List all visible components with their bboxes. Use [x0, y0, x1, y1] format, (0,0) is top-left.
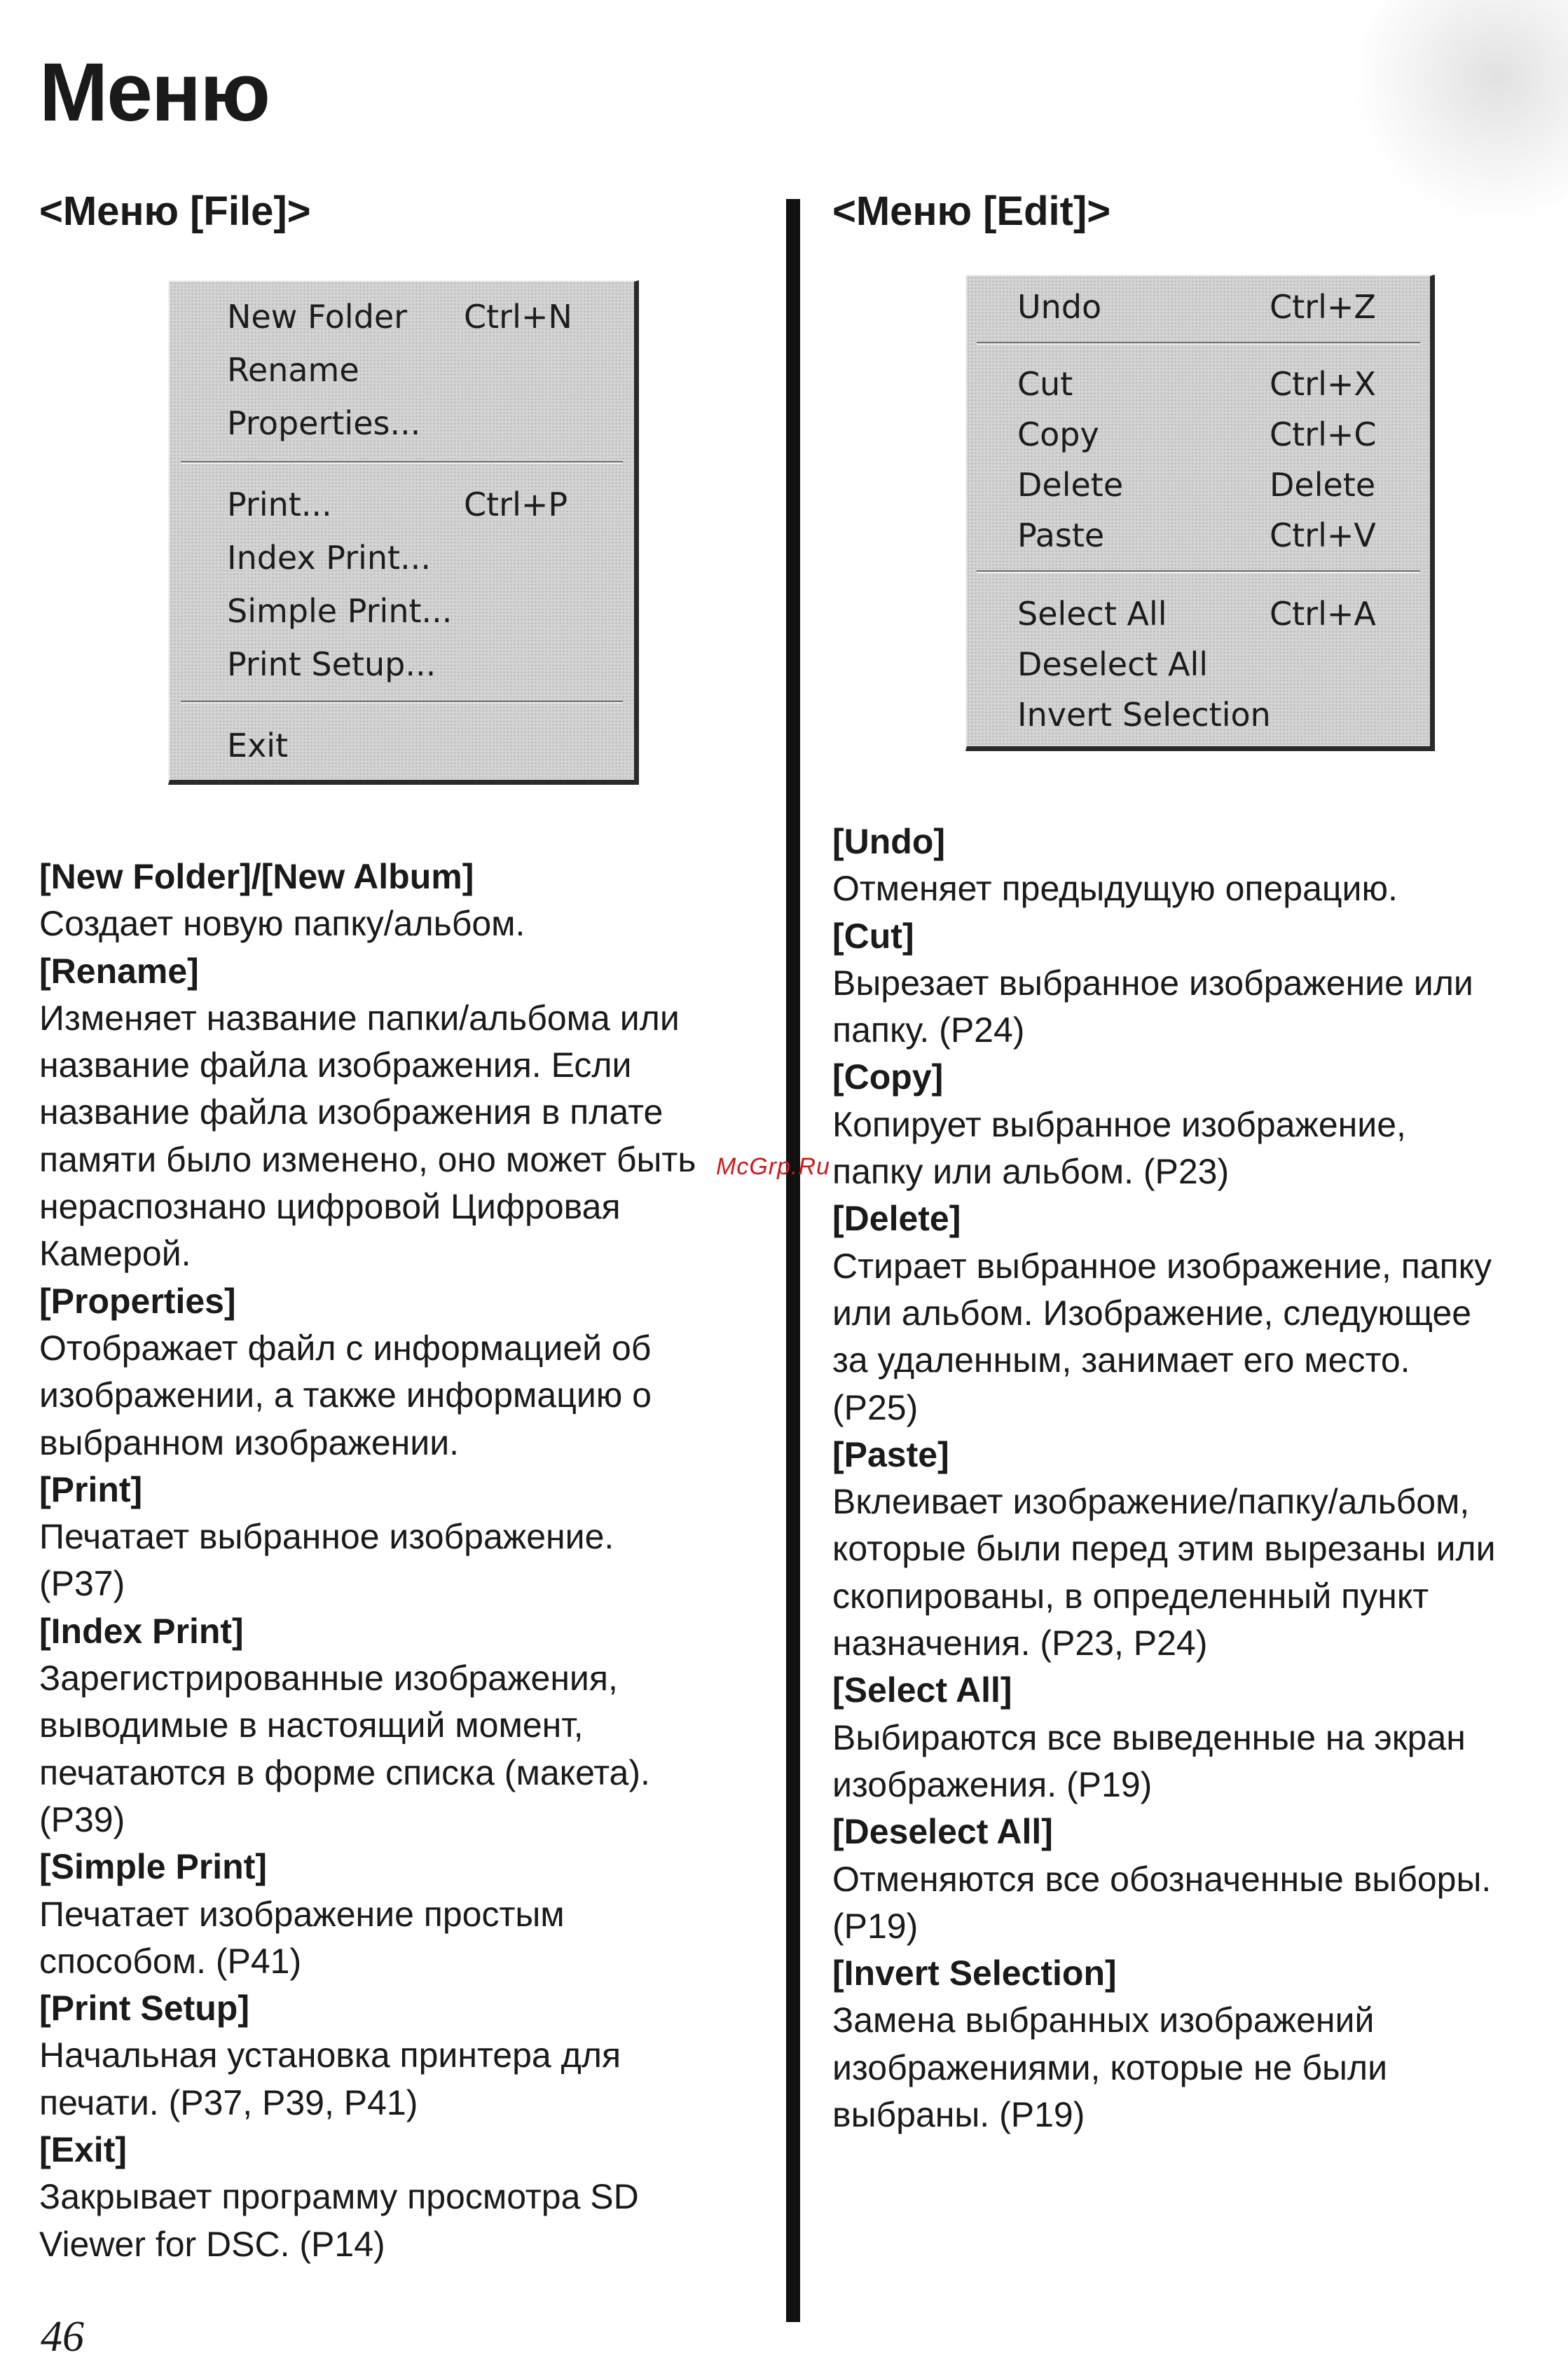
file-menu-descriptions	[39, 853, 768, 2268]
desc-line: Отображает файл с информацией об	[39, 1328, 652, 1368]
term-paste: [Paste]	[832, 1434, 949, 1474]
menu-item-index-print[interactable]: Index Print...	[227, 539, 431, 577]
page-title: Меню	[39, 46, 269, 139]
term-index-print: [Index Print]	[39, 1611, 244, 1651]
term-new-folder: [New Folder]/[New Album]	[39, 857, 474, 896]
desc-line: (P37)	[39, 1564, 125, 1604]
edit-menu-screenshot	[965, 275, 1435, 751]
desc-line: Отменяются все обозначенные выборы.	[832, 1859, 1492, 1899]
menu-item-rename[interactable]: Rename	[227, 351, 359, 389]
menu-item-print[interactable]: Print... Ctrl+P	[227, 486, 568, 523]
menu-separator	[181, 461, 623, 464]
desc-line: Замена выбранных изображений	[832, 2000, 1375, 2040]
term-exit: [Exit]	[39, 2130, 127, 2170]
menu-item-properties[interactable]: Properties...	[227, 404, 421, 442]
term-cut: [Cut]	[832, 916, 914, 956]
menu-item-exit[interactable]: Exit	[227, 727, 289, 764]
desc-line: Изменяет название папки/альбома или	[39, 998, 680, 1038]
menu-item-cut[interactable]: Cut Ctrl+X	[1017, 365, 1376, 403]
desc-line: (P25)	[832, 1387, 919, 1427]
desc-line: папку. (P24)	[832, 1010, 1025, 1050]
desc-line: выбранном изображении.	[39, 1422, 460, 1462]
desc-line: Создает новую папку/альбом.	[39, 904, 525, 944]
term-simple-print: [Simple Print]	[39, 1847, 268, 1887]
desc-line: изображениями, которые не были	[832, 2047, 1388, 2087]
desc-line: или альбом. Изображение, следующее	[832, 1293, 1472, 1333]
term-copy: [Copy]	[832, 1057, 944, 1097]
file-menu-screenshot	[168, 280, 639, 785]
menu-separator	[977, 570, 1420, 573]
page-number: 46	[41, 2313, 84, 2361]
menu-item-select-all[interactable]: Select All Ctrl+A	[1017, 595, 1376, 633]
desc-line: Печатает выбранное изображение.	[39, 1517, 614, 1557]
desc-line: изображении, а также информацию о	[39, 1375, 652, 1415]
desc-line: название файла изображения. Если	[39, 1045, 632, 1085]
desc-line: изображения. (P19)	[832, 1764, 1153, 1804]
term-select-all: [Select All]	[832, 1670, 1012, 1710]
corner-smudge	[1351, 0, 1568, 224]
desc-line: Отменяет предыдущую операцию.	[832, 869, 1398, 909]
menu-item-print-setup[interactable]: Print Setup...	[227, 645, 436, 683]
menu-separator	[181, 701, 623, 703]
desc-line: нераспознано цифровой Цифровая	[39, 1187, 621, 1227]
menu-separator	[977, 342, 1420, 345]
menu-item-invert-selection[interactable]: Invert Selection	[1017, 696, 1271, 734]
edit-menu-heading: <Меню [Edit]>	[832, 188, 1111, 234]
term-invert-selection: [Invert Selection]	[832, 1954, 1117, 1993]
desc-line: (P39)	[39, 1799, 125, 1839]
term-rename: [Rename]	[39, 951, 199, 991]
desc-line: выводимые в настоящий момент,	[39, 1705, 584, 1745]
desc-line: папку или альбом. (P23)	[832, 1152, 1230, 1192]
term-print: [Print]	[39, 1469, 143, 1509]
desc-line: Начальная установка принтера для	[39, 2035, 621, 2075]
desc-line: Копирует выбранное изображение,	[832, 1104, 1406, 1144]
desc-line: Стирает выбранное изображение, папку	[832, 1246, 1492, 1286]
desc-line: способом. (P41)	[39, 1941, 302, 1981]
menu-item-simple-print[interactable]: Simple Print...	[227, 592, 453, 630]
desc-line: скопированы, в определенный пункт	[832, 1576, 1429, 1616]
desc-line: Закрывает программу просмотра SD	[39, 2177, 639, 2217]
menu-item-copy[interactable]: Copy Ctrl+C	[1017, 416, 1377, 453]
desc-line: за удаленным, занимает его место.	[832, 1340, 1410, 1380]
desc-line: Печатает изображение простым	[39, 1894, 565, 1934]
menu-item-deselect-all[interactable]: Deselect All	[1017, 645, 1209, 683]
watermark: McGrp.Ru	[716, 1153, 830, 1180]
desc-line: печати. (P37, P39, P41)	[39, 2082, 418, 2122]
term-properties: [Properties]	[39, 1281, 236, 1321]
column-divider	[786, 199, 800, 2322]
term-undo: [Undo]	[832, 822, 946, 861]
term-print-setup: [Print Setup]	[39, 1989, 249, 2028]
menu-item-paste[interactable]: Paste Ctrl+V	[1017, 516, 1376, 554]
desc-line: Выбираются все выведенные на экран	[832, 1717, 1466, 1757]
desc-line: Зарегистрированные изображения,	[39, 1659, 618, 1698]
edit-menu-descriptions	[832, 818, 1554, 2138]
desc-line: печатаются в форме списка (макета).	[39, 1752, 650, 1792]
desc-line: Viewer for DSC. (P14)	[39, 2224, 385, 2264]
desc-line: (P19)	[832, 1906, 919, 1946]
file-menu-heading: <Меню [File]>	[39, 188, 311, 234]
menu-item-new-folder[interactable]: New Folder Ctrl+N	[227, 298, 572, 336]
desc-line: название файла изображения в плате	[39, 1092, 663, 1132]
term-deselect-all: [Deselect All]	[832, 1812, 1053, 1852]
desc-line: Вклеивает изображение/папку/альбом,	[832, 1482, 1470, 1522]
desc-line: назначения. (P23, P24)	[832, 1623, 1208, 1663]
desc-line: выбраны. (P19)	[832, 2095, 1085, 2135]
desc-line: памяти было изменено, оно может быть	[39, 1139, 696, 1179]
term-delete: [Delete]	[832, 1199, 961, 1239]
desc-line: Камерой.	[39, 1234, 191, 1274]
desc-line: Вырезает выбранное изображение или	[832, 963, 1473, 1003]
menu-item-undo[interactable]: Undo Ctrl+Z	[1017, 288, 1376, 326]
desc-line: которые были перед этим вырезаны или	[832, 1529, 1496, 1569]
menu-item-delete[interactable]: Delete Delete	[1017, 466, 1376, 504]
